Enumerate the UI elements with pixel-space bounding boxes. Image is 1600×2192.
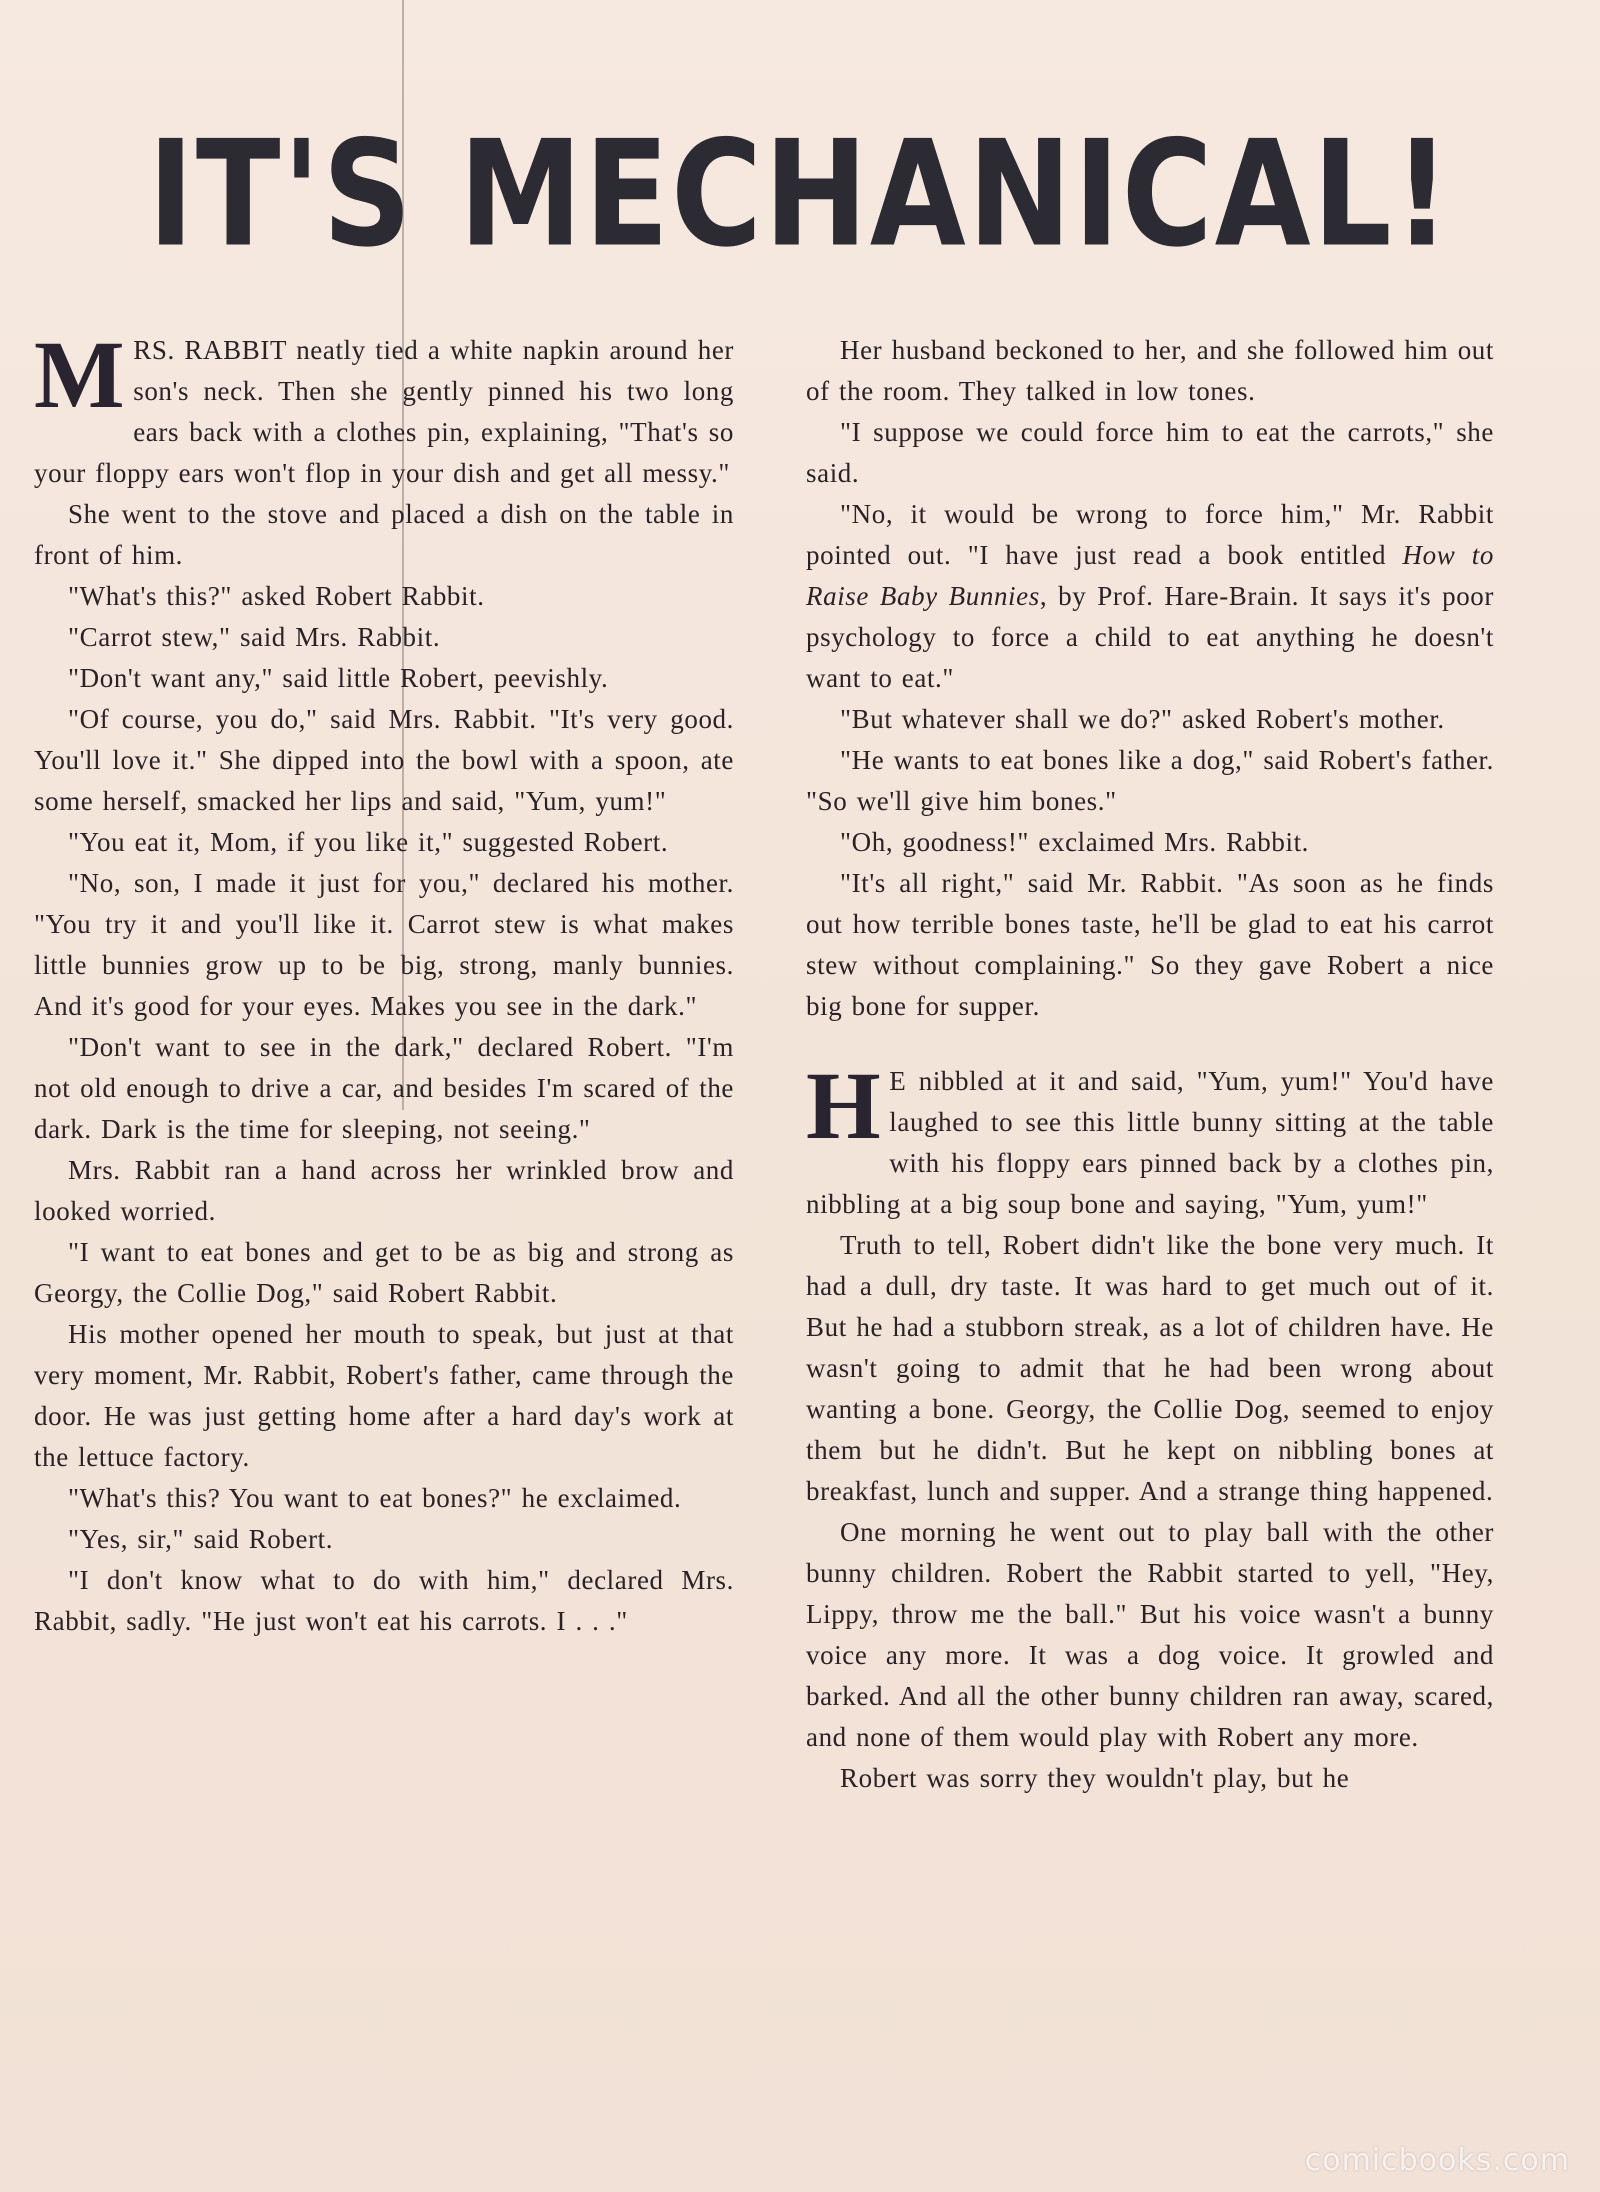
book-reference-paragraph xyxy=(806,494,1494,699)
story-paragraph: Truth to tell, Robert didn't like the bone very much. It had a dull, dry taste. It was hard to get much out of it. But he had a stubborn streak, as a lot of children have. He wasn't going to admit that he had been wrong about wanting a bone. Georgy, the Collie Dog, seemed to enjoy them but he didn't. But he kept on nibbling bones at breakfast, lunch and supper. And a strange thing happened. xyxy=(806,1230,1494,1506)
story-paragraph: "Don't want any," said little Robert, peevishly. xyxy=(68,663,609,693)
story-paragraph: "Of course, you do," said Mrs. Rabbit. "It's very good. You'll love it." She dipped into the bowl with a spoon, ate some herself, smacked her lips and said, "Yum, yum!" xyxy=(34,704,734,816)
drop-cap-h: H xyxy=(806,1052,882,1159)
right-column xyxy=(806,330,1494,1799)
opening-paragraph-text: RS. RABBIT neatly tied a white napkin around her son's neck. Then she gently pinned his two long ears back with a clothes pin, explaining, "That's so your floppy ears won't flop in your dish and get all messy." xyxy=(34,335,734,488)
section-two-opening-text: E nibbled at it and said, "Yum, yum!" You'd have laughed to see this little bunny sitting at the table with his floppy ears pinned back by a clothes pin, nibbling at a big soup bone and saying, "Yum, yum!" xyxy=(806,1066,1494,1219)
story-paragraph: "I suppose we could force him to eat the carrots," she said. xyxy=(806,417,1494,488)
story-paragraph: "But whatever shall we do?" asked Robert's mother. xyxy=(840,704,1445,734)
story-paragraph: "Don't want to see in the dark," declared Robert. "I'm not old enough to drive a car, and besides I'm scared of the dark. Dark is the time for sleeping, not seeing." xyxy=(34,1032,734,1144)
site-watermark: comicbooks.com xyxy=(1304,2143,1570,2178)
story-paragraph: She went to the stove and placed a dish on the table in front of him. xyxy=(34,499,734,570)
story-paragraph: "Oh, goodness!" exclaimed Mrs. Rabbit. xyxy=(840,827,1310,857)
story-paragraph: His mother opened her mouth to speak, but just at that very moment, Mr. Rabbit, Robert's father, came through the door. He was just getting home after a hard day's work at the lettuce factory. xyxy=(34,1319,734,1472)
left-column xyxy=(34,321,734,1642)
story-paragraph: "Yes, sir," said Robert. xyxy=(68,1524,334,1554)
story-title: IT'S MECHANICAL! xyxy=(147,110,1453,280)
story-paragraph: Robert was sorry they wouldn't play, but he xyxy=(840,1763,1350,1793)
story-paragraph: "It's all right," said Mr. Rabbit. "As soon as he finds out how terrible bones taste, he'll be glad to eat his carrot stew without complaining." So they gave Robert a nice big bone for supper. xyxy=(806,868,1494,1021)
story-paragraph: "I don't know what to do with him," declared Mrs. Rabbit, sadly. "He just won't eat his carrots. I . . ." xyxy=(34,1565,734,1636)
story-paragraph: "What's this?" asked Robert Rabbit. xyxy=(68,581,485,611)
drop-cap-m: M xyxy=(34,321,126,428)
story-paragraph: "No, son, I made it just for you," declared his mother. "You try it and you'll like it. Carrot stew is what makes little bunnies grow up to be big, strong, manly bunnies. And it's good for your eyes. Makes you see in the dark." xyxy=(34,868,734,1021)
opening-paragraph xyxy=(34,321,734,494)
story-paragraph: One morning he went out to play ball with the other bunny children. Robert the Rabbit started to yell, "Hey, Lippy, throw me the ball." But his voice wasn't a bunny voice any more. It was a dog voice. It growled and barked. And all the other bunny children ran away, scared, and none of them would play with Robert any more. xyxy=(806,1517,1494,1752)
section-two-opening xyxy=(806,1052,1494,1225)
book-title: How to Raise Baby Bunnies xyxy=(806,540,1494,611)
story-paragraph: "You eat it, Mom, if you like it," suggested Robert. xyxy=(68,827,669,857)
book-paragraph-before: "No, it would be wrong to force him," Mr. Rabbit pointed out. "I have just read a book entitled xyxy=(806,499,1494,570)
story-paragraph: "He wants to eat bones like a dog," said Robert's father. "So we'll give him bones." xyxy=(806,745,1494,816)
book-paragraph-after: , by Prof. Hare-Brain. It says it's poor psychology to force a child to eat anything he doesn't want to eat." xyxy=(806,581,1495,693)
story-paragraph: "I want to eat bones and get to be as big and strong as Georgy, the Collie Dog," said Robert Rabbit. xyxy=(34,1237,734,1308)
story-paragraph: "Carrot stew," said Mrs. Rabbit. xyxy=(68,622,441,652)
story-paragraph: "What's this? You want to eat bones?" he exclaimed. xyxy=(68,1483,682,1513)
story-paragraph: Her husband beckoned to her, and she followed him out of the room. They talked in low tones. xyxy=(806,335,1494,406)
story-paragraph: Mrs. Rabbit ran a hand across her wrinkled brow and looked worried. xyxy=(34,1155,734,1226)
